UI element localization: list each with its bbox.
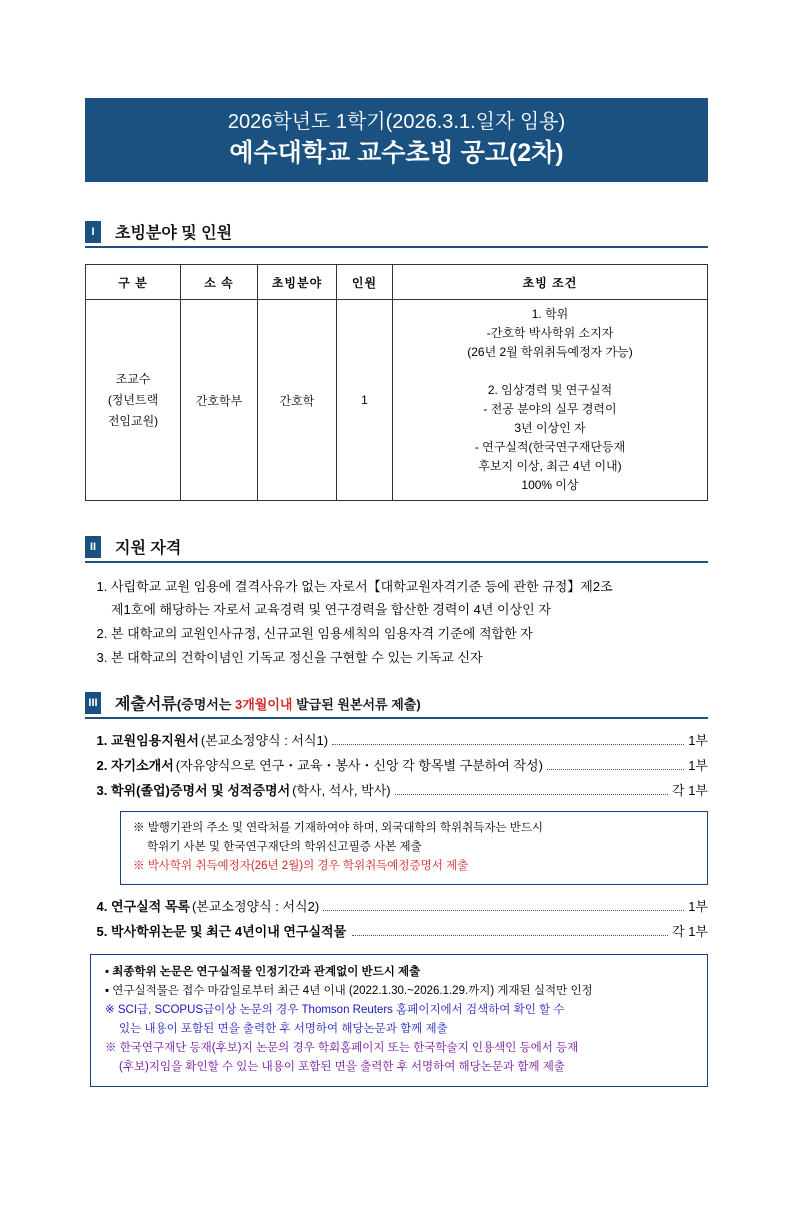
note-line: ▪ 연구실적물은 접수 마감일로부터 최근 4년 이내 (2022.1.30.~2026.1.29.까지) 게재된 실적만 인정 xyxy=(105,985,593,997)
document-quantity: 1부 xyxy=(688,899,708,914)
qualification-text: 본 대학교의 교원인사규정, 신규교원 임용세칙의 임용자격 기준에 적합한 자 xyxy=(111,626,533,641)
title-line-1: 2026학년도 1학기(2026.3.1.일자 임용) xyxy=(227,111,566,133)
section-2-title: 지원 자격 xyxy=(115,540,182,557)
list-item xyxy=(111,646,708,669)
recruitment-table xyxy=(85,264,708,501)
header-department: 소 속 xyxy=(181,265,258,300)
division-line-1: 조교수 xyxy=(115,371,151,386)
document-quantity: 각 1부 xyxy=(672,783,708,798)
note-line: ※ 한국연구재단 등재(후보)지 논문의 경우 학회홈페이지 또는 한국학술지 인용색인 등에서 등재 xyxy=(105,1042,579,1054)
document-row xyxy=(111,754,708,778)
list-item xyxy=(111,575,708,621)
cell-field: 간호학 xyxy=(258,300,337,501)
cell-count: 1 xyxy=(337,300,393,501)
document-quantity: 1부 xyxy=(688,758,708,773)
note-line: ▪ 최종학위 논문은 연구실적물 인정기간과 관계없이 반드시 제출 xyxy=(105,966,421,978)
section-2-header xyxy=(85,535,708,563)
title-line-2: 예수대학교 교수초빙 공고(2차) xyxy=(229,139,564,167)
section-3-title xyxy=(115,691,421,714)
division-line-2: (정년트랙 xyxy=(107,392,159,407)
leader-dots xyxy=(547,768,684,770)
title-banner xyxy=(85,98,708,182)
section-1-number: I xyxy=(85,221,101,243)
section-1-header xyxy=(85,220,708,248)
leader-dots xyxy=(352,934,668,936)
section-1-title: 초빙분야 및 인원 xyxy=(115,225,233,242)
table-row xyxy=(86,300,708,501)
condition-line: - 연구실적(한국연구재단등재 xyxy=(474,440,626,454)
note-box-degree xyxy=(120,811,708,885)
section-3-subtitle-post: 발급된 원본서류 제출) xyxy=(292,697,421,712)
document-subnote: (자유양식으로 연구・교육・봉사・신앙 각 항목별 구분하여 작성) xyxy=(175,758,543,773)
section-3-header xyxy=(85,691,708,719)
cell-division xyxy=(86,300,181,501)
condition-line: 1. 학위 xyxy=(531,307,569,321)
note-line: ※ 박사학위 취득예정자(26년 2월)의 경우 학위취득예정증명서 제출 xyxy=(133,860,469,872)
documents-list-part1 xyxy=(85,729,708,803)
note-line: 학위기 사본 및 한국연구재단의 학위신고필증 사본 제출 xyxy=(147,841,422,853)
list-item xyxy=(111,622,708,645)
condition-line: 2. 임상경력 및 연구실적 xyxy=(487,383,613,397)
qualification-text: 본 대학교의 건학이념인 기독교 정신을 구현할 수 있는 기독교 신자 xyxy=(111,650,483,665)
document-subnote: (본교소정양식 : 서식2) xyxy=(191,899,320,914)
qualification-text-cont: 제1호에 해당하는 자로서 교육경력 및 연구경력을 합산한 경력이 4년 이상인 자 xyxy=(111,602,551,617)
note-box-research xyxy=(90,954,708,1087)
document-name: 5. 박사학위논문 및 최근 4년이내 연구실적물 xyxy=(111,924,347,939)
cell-department: 간호학부 xyxy=(181,300,258,501)
list-item xyxy=(111,920,708,944)
section-3-title-main: 제출서류 xyxy=(115,696,177,713)
note-line: ※ 발행기관의 주소 및 연락처를 기재하여야 하며, 외국대학의 학위취득자는 반드시 xyxy=(133,822,544,834)
header-count: 인원 xyxy=(337,265,393,300)
list-item xyxy=(111,895,708,919)
document-name: 2. 자기소개서 xyxy=(111,758,174,773)
documents-list-part2 xyxy=(85,895,708,944)
condition-line: (26년 2월 학위취득예정자 가능) xyxy=(467,345,633,359)
document-page xyxy=(0,98,793,1219)
condition-line-spacer xyxy=(397,362,703,381)
header-conditions: 초빙 조건 xyxy=(393,265,708,300)
section-3-number: III xyxy=(85,692,101,714)
condition-line: 3년 이상인 자 xyxy=(514,421,586,435)
condition-line: -간호학 박사학위 소지자 xyxy=(486,326,614,340)
document-row xyxy=(111,920,708,944)
cell-conditions xyxy=(393,300,708,501)
leader-dots xyxy=(332,743,684,745)
division-line-3: 전임교원) xyxy=(107,413,159,428)
leader-dots xyxy=(395,793,668,795)
document-row xyxy=(111,729,708,753)
document-name: 3. 학위(졸업)증명서 및 성적증명서 xyxy=(111,783,291,798)
list-item xyxy=(111,754,708,778)
note-line: (후보)지임을 확인할 수 있는 내용이 포함된 면을 출력한 후 서명하여 해당논문과 함께 제출 xyxy=(119,1061,565,1073)
document-subnote: (학사, 석사, 박사) xyxy=(292,783,391,798)
note-line: ※ SCI급, SCOPUS급이상 논문의 경우 Thomson Reuters 홈페이지에서 검색하여 확인 할 수 xyxy=(105,1004,565,1016)
document-subnote: (본교소정양식 : 서식1) xyxy=(200,733,329,748)
document-row xyxy=(111,895,708,919)
condition-line: 후보지 이상, 최근 4년 이내) xyxy=(478,459,622,473)
document-quantity: 1부 xyxy=(688,733,708,748)
section-2-number: II xyxy=(85,536,101,558)
note-line: 있는 내용이 포함된 면을 출력한 후 서명하여 해당논문과 함께 제출 xyxy=(119,1023,448,1035)
condition-line: - 전공 분야의 실무 경력이 xyxy=(483,402,617,416)
list-item xyxy=(111,729,708,753)
header-field: 초빙분야 xyxy=(258,265,337,300)
document-name: 4. 연구실적 목록 xyxy=(111,899,190,914)
document-name: 1. 교원임용지원서 xyxy=(111,733,199,748)
condition-line: 100% 이상 xyxy=(521,478,579,492)
document-quantity: 각 1부 xyxy=(672,924,708,939)
document-row xyxy=(111,779,708,803)
section-3-subtitle-highlight: 3개월이내 xyxy=(235,697,293,712)
qualification-list xyxy=(85,575,708,669)
section-3-subtitle-pre: (증명서는 xyxy=(176,697,236,712)
leader-dots xyxy=(323,909,684,911)
header-division: 구 분 xyxy=(86,265,181,300)
list-item xyxy=(111,779,708,803)
qualification-text: 사립학교 교원 임용에 결격사유가 없는 자로서【대학교원자격기준 등에 관한 규정】제2조 xyxy=(111,579,613,594)
table-header-row xyxy=(86,265,708,300)
